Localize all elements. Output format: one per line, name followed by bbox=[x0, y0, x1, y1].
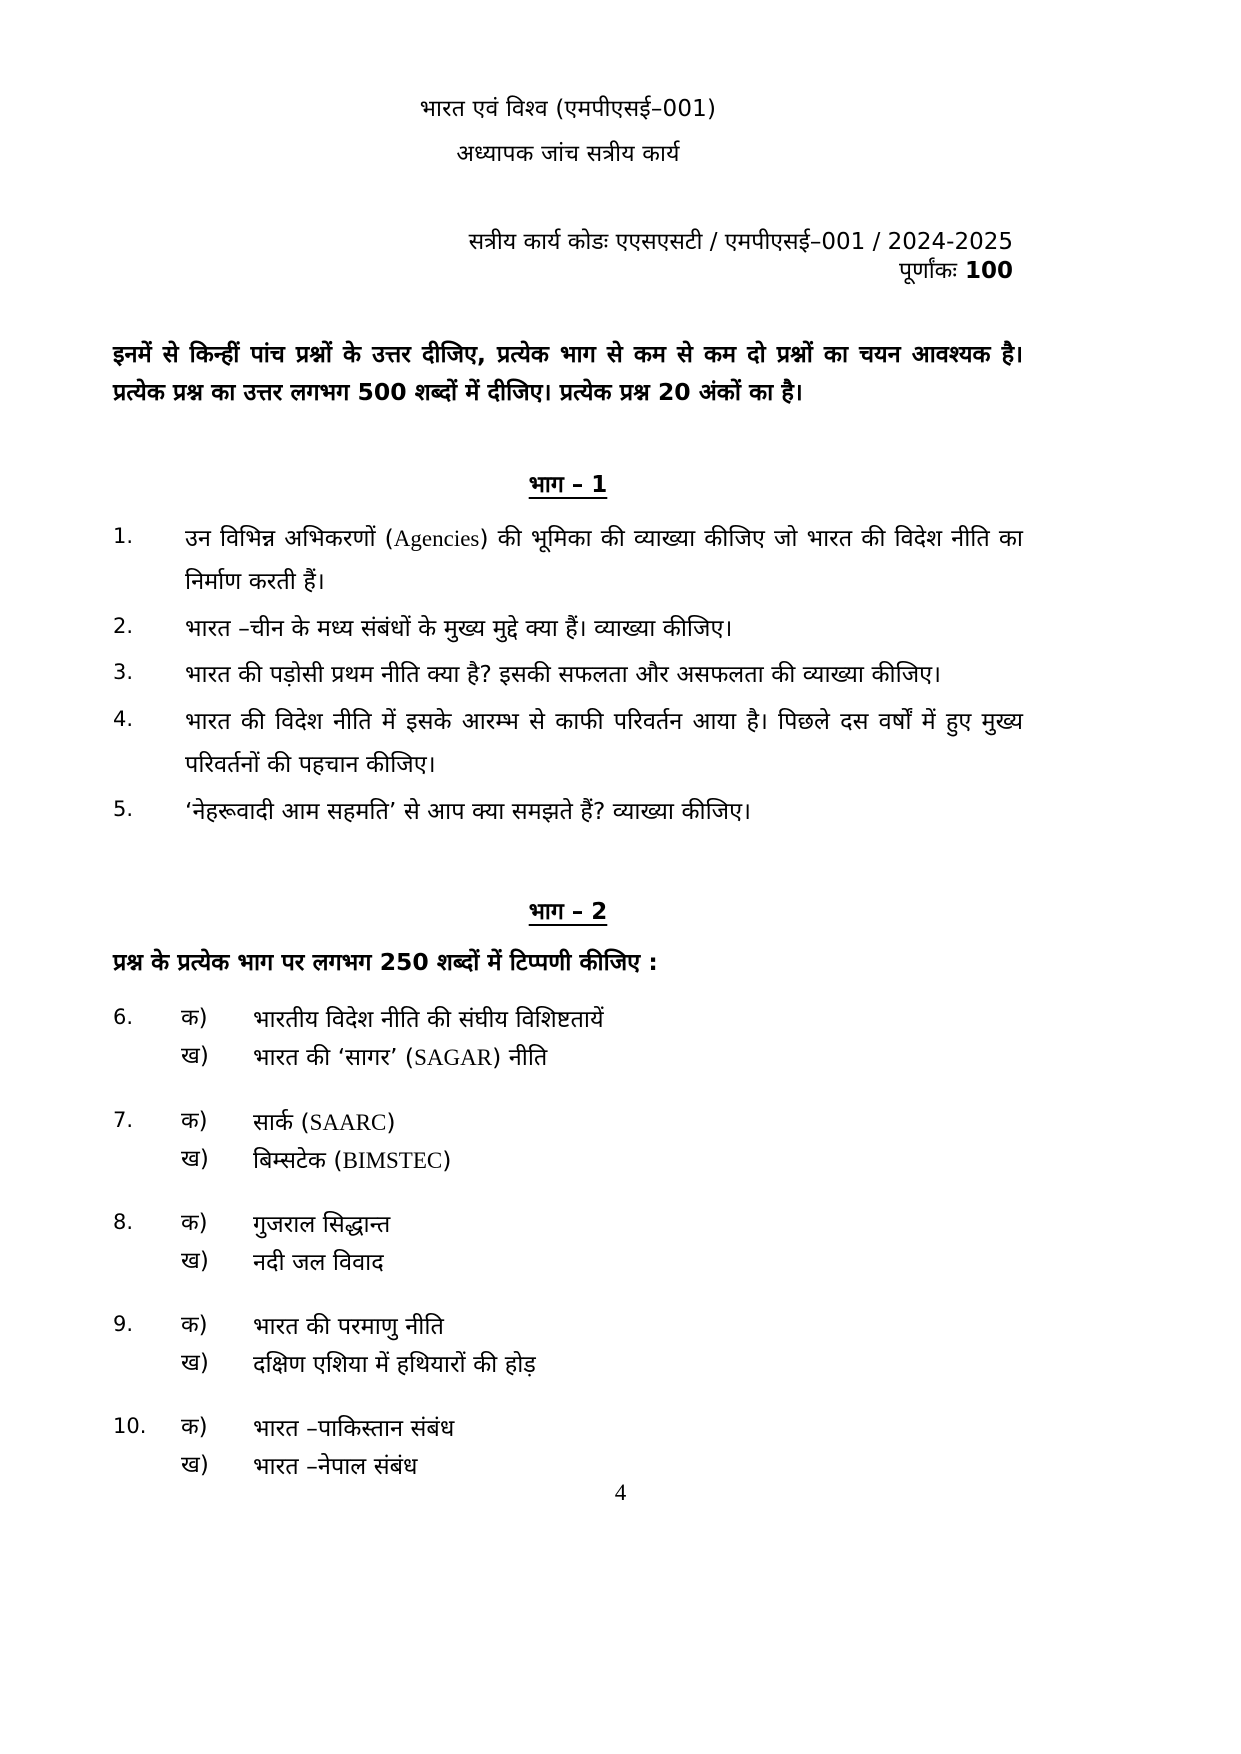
question-text bbox=[185, 517, 1023, 603]
sub-question-row bbox=[113, 1000, 1023, 1038]
sub-question-row bbox=[113, 1409, 1023, 1447]
sub-question-text bbox=[253, 1307, 1023, 1345]
sub-text-part: ) bbox=[442, 1145, 452, 1174]
sub-question-label: क) bbox=[181, 1210, 208, 1237]
sub-question-text bbox=[253, 1000, 1023, 1038]
sub-question-text bbox=[253, 1141, 1023, 1179]
sub-question-text bbox=[253, 1243, 1023, 1281]
question-latin-term: Agencies bbox=[393, 526, 480, 551]
question-text bbox=[185, 790, 1023, 833]
question-text-part: ) की भूमिका की व्याख्या कीजिए जो भारत की विदेश नीति का निर्माण करती हैं। bbox=[185, 524, 1024, 595]
question-number: 5. bbox=[113, 796, 134, 821]
page-number: 4 bbox=[614, 1480, 627, 1505]
sub-text-part: ) नीति bbox=[492, 1043, 548, 1072]
sub-question-row bbox=[113, 1243, 1023, 1281]
question-row bbox=[113, 653, 1023, 696]
question-text-part: भारत की पड़ोसी प्रथम नीति क्या है? इसकी सफलता और असफलता की व्याख्या कीजिए। bbox=[185, 660, 942, 689]
sub-question-text bbox=[253, 1409, 1023, 1447]
total-marks-label: पूर्णांकः bbox=[899, 258, 957, 285]
page-content bbox=[113, 0, 1023, 1511]
question-group bbox=[113, 1000, 1023, 1077]
question-row bbox=[113, 700, 1023, 786]
question-group bbox=[113, 1205, 1023, 1281]
sub-question-row bbox=[113, 1141, 1023, 1179]
sub-question-text bbox=[253, 1038, 1023, 1076]
question-text-part: भारत की विदेश नीति में इसके आरम्भ से काफी परिवर्तन आया है। पिछले दस वर्षों में हुए मुख्य परिवर्तनों की पहचान कीजिए। bbox=[185, 707, 1023, 778]
question-group bbox=[113, 1307, 1023, 1383]
instruction-line-2: प्रत्येक प्रश्न का उत्तर लगभग 500 शब्दों में दीजिए। प्रत्येक प्रश्न 20 अंकों का है। bbox=[113, 377, 803, 406]
sub-question-text bbox=[253, 1205, 1023, 1243]
sub-text-part: भारत –नेपाल संबंध bbox=[253, 1452, 418, 1481]
question-number: 7. bbox=[113, 1107, 134, 1132]
assignment-meta-block bbox=[113, 228, 1023, 287]
question-text-part: भारत –चीन के मध्य संबंधों के मुख्य मुद्दे क्या हैं। व्याख्या कीजिए। bbox=[185, 613, 733, 642]
document-header bbox=[113, 98, 1023, 166]
question-number: 3. bbox=[113, 660, 134, 685]
question-row bbox=[113, 517, 1023, 603]
question-number: 1. bbox=[113, 524, 134, 548]
part-1-question-list bbox=[113, 517, 1023, 832]
question-text-part: ‘नेहरूवादी आम सहमति’ से आप क्या समझते हैं? व्याख्या कीजिए। bbox=[185, 796, 752, 825]
sub-question-label: क) bbox=[181, 1312, 208, 1339]
question-row bbox=[113, 607, 1023, 650]
sub-question-row bbox=[113, 1103, 1023, 1141]
sub-text-part: ) bbox=[386, 1107, 396, 1136]
sub-question-label: ख) bbox=[181, 1043, 209, 1070]
sub-question-row bbox=[113, 1205, 1023, 1243]
sub-text-part: भारत –पाकिस्तान संबंध bbox=[253, 1414, 455, 1443]
question-number: 8. bbox=[113, 1210, 134, 1235]
question-group bbox=[113, 1409, 1023, 1485]
sub-text-part: बिम्सटेक ( bbox=[253, 1145, 343, 1174]
part-2-instruction: प्रश्न के प्रत्येक भाग पर लगभग 250 शब्दों में टिप्पणी कीजिए : bbox=[113, 948, 658, 977]
sub-question-text bbox=[253, 1345, 1023, 1383]
sub-text-part: भारत की परमाणु नीति bbox=[253, 1312, 444, 1341]
question-number: 2. bbox=[113, 613, 134, 638]
document-subtitle: अध्यापक जांच सत्रीय कार्य bbox=[456, 141, 680, 167]
sub-latin-term: SAARC bbox=[309, 1109, 387, 1135]
question-row bbox=[113, 790, 1023, 833]
course-title: भारत एवं विश्व (एमपीएसई–001) bbox=[419, 96, 717, 122]
sub-question-label: ख) bbox=[181, 1452, 209, 1479]
question-number: 10. bbox=[113, 1414, 147, 1439]
question-number: 6. bbox=[113, 1005, 134, 1030]
sub-question-row bbox=[113, 1038, 1023, 1076]
question-group bbox=[113, 1103, 1023, 1180]
sub-text-part: नदी जल विवाद bbox=[253, 1248, 384, 1277]
sub-question-row bbox=[113, 1307, 1023, 1345]
part-1-heading bbox=[113, 467, 1023, 499]
question-number: 9. bbox=[113, 1312, 134, 1337]
general-instructions bbox=[113, 335, 1023, 411]
question-text bbox=[185, 653, 1023, 696]
sub-question-label: क) bbox=[181, 1414, 208, 1441]
question-text bbox=[185, 607, 1023, 650]
sub-question-label: क) bbox=[181, 1107, 208, 1134]
page-footer bbox=[0, 1480, 1241, 1506]
assignment-code: सत्रीय कार्य कोडः एएसएसटी / एमपीएसई–001 / 2024-2025 bbox=[468, 229, 1013, 255]
sub-question-text bbox=[253, 1103, 1023, 1141]
sub-question-label: क) bbox=[181, 1005, 208, 1032]
sub-text-part: दक्षिण एशिया में हथियारों की होड़ bbox=[253, 1350, 536, 1379]
part-2-heading bbox=[113, 894, 1023, 926]
sub-question-label: ख) bbox=[181, 1145, 209, 1172]
part-2-heading-text: भाग – 2 bbox=[528, 899, 608, 926]
sub-text-part: भारत की ‘सागर’ ( bbox=[253, 1043, 415, 1072]
sub-text-part: भारतीय विदेश नीति की संघीय विशिष्टतायें bbox=[253, 1005, 604, 1034]
sub-text-part: गुजराल सिद्धान्त bbox=[253, 1210, 391, 1239]
total-marks-line bbox=[113, 257, 1013, 286]
part-2-question-list bbox=[113, 1000, 1023, 1485]
question-text bbox=[185, 700, 1023, 786]
question-number: 4. bbox=[113, 707, 134, 732]
sub-latin-term: BIMSTEC bbox=[342, 1147, 443, 1173]
instruction-line-1: इनमें से किन्हीं पांच प्रश्नों के उत्तर दीजिए, प्रत्येक भाग से कम से कम दो प्रश्नों का चयन आवश्यक है। bbox=[113, 339, 1023, 368]
sub-question-row bbox=[113, 1345, 1023, 1383]
part-1-heading-text: भाग – 1 bbox=[528, 472, 608, 498]
sub-text-part: सार्क ( bbox=[253, 1107, 310, 1136]
question-text-part: उन विभिन्न अभिकरणों ( bbox=[185, 524, 394, 552]
sub-latin-term: SAGAR bbox=[414, 1045, 493, 1071]
total-marks-value: 100 bbox=[964, 258, 1013, 285]
sub-question-label: ख) bbox=[181, 1350, 209, 1377]
sub-question-label: ख) bbox=[181, 1248, 209, 1275]
